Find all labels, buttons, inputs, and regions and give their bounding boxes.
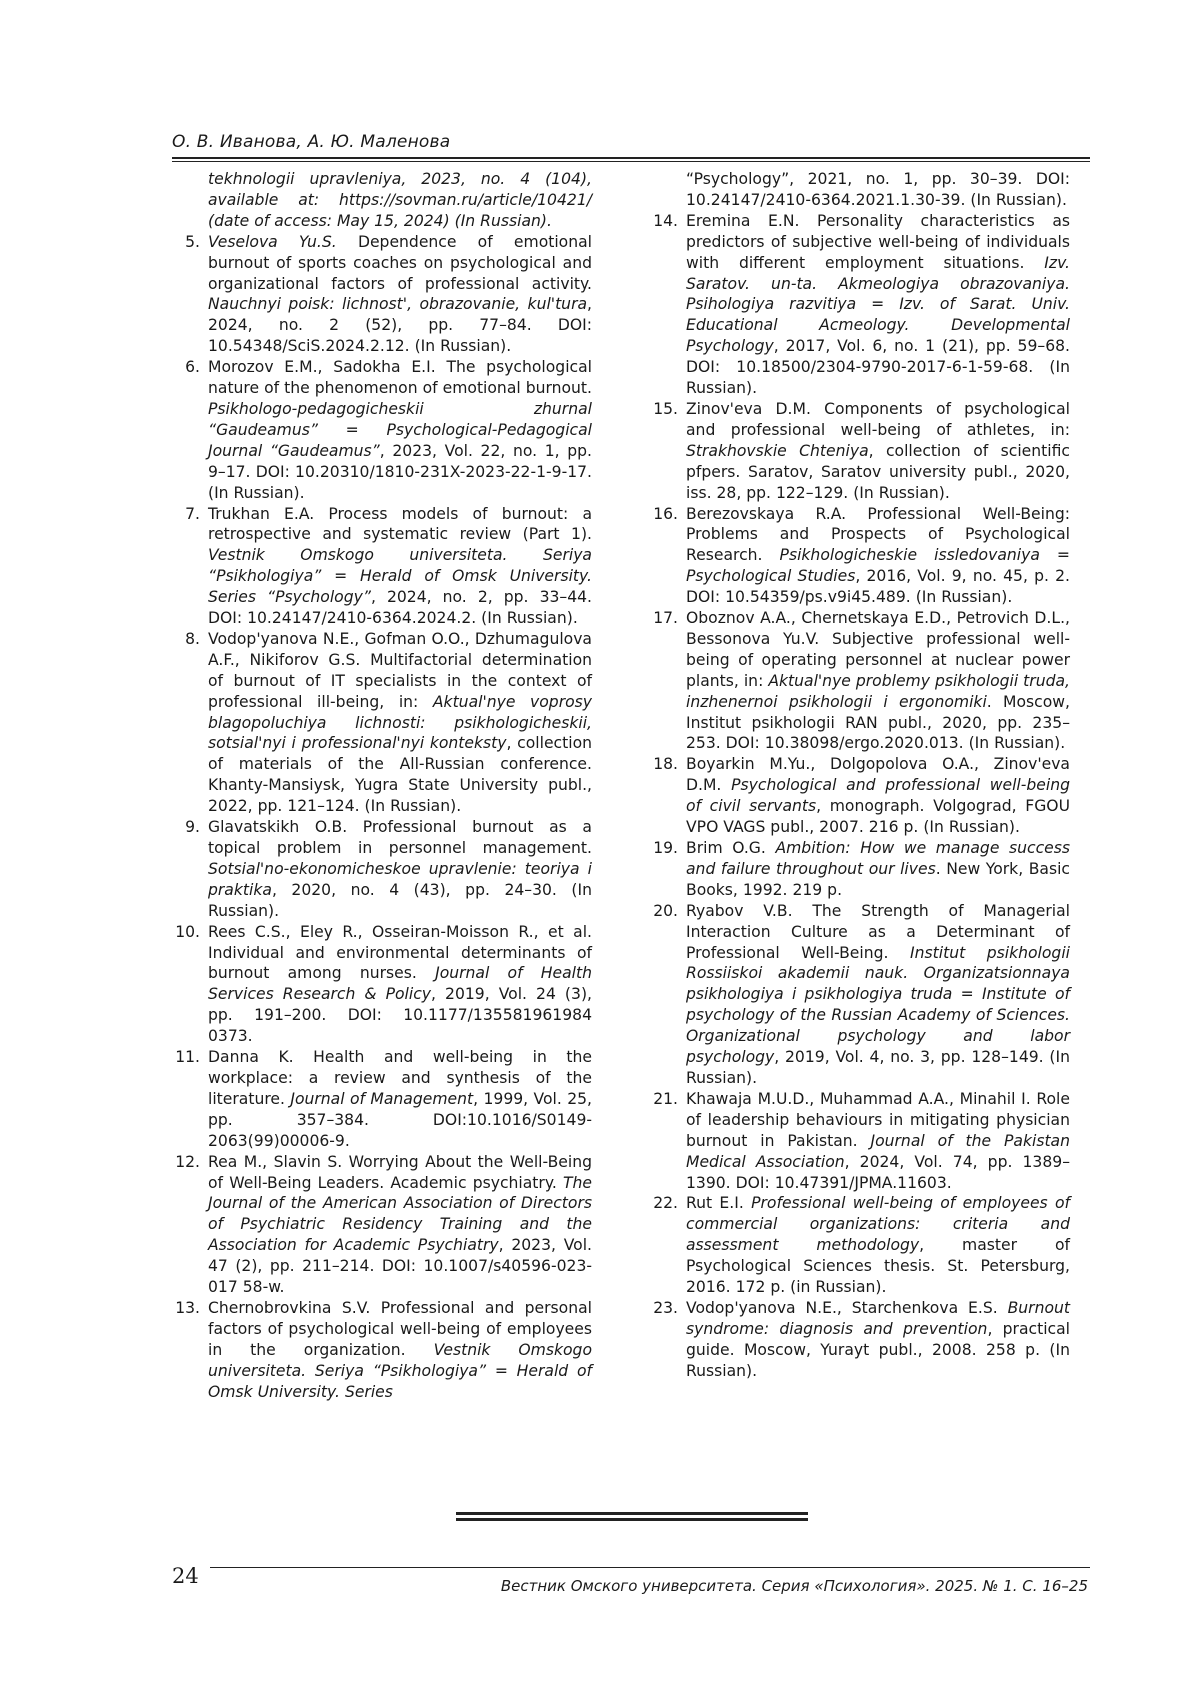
reference-item [650, 901, 1070, 1089]
reference-number: 20. [653, 901, 678, 920]
reference-source-title: Ambition: How we manage success and failure throughout our lives [686, 839, 1070, 878]
reference-number: 21. [653, 1089, 678, 1108]
reference-item [172, 1152, 592, 1298]
reference-source-title: Veselova Yu.S. [208, 232, 337, 251]
reference-source-title: Psikhologicheskie issledovaniya = Psychological Studies [686, 546, 1070, 586]
reference-number: 5. [185, 232, 200, 251]
reference-segment: Berezovskaya R.A. Professional Well-Being: Problems and Prospects of Psychological Research. [686, 504, 1070, 565]
reference-source-title: Vestnik Omskogo universiteta. Seriya “Psikhologiya” = Herald of Omsk University. Series “Psychology” [208, 546, 592, 607]
reference-segment: Morozov E.M., Sadokha E.I. The psychological nature of the phenomenon of emotional burnout. [208, 358, 592, 398]
reference-number: 8. [185, 629, 200, 648]
reference-item [172, 922, 592, 1047]
reference-item [172, 232, 592, 357]
reference-text [208, 1047, 592, 1152]
reference-segment: , collection of materials of the All-Russian conference. Khanty-Mansiysk, Yugra State University publ., 2022, pp. 121–124. (In Russian). [208, 734, 592, 816]
reference-number: 11. [175, 1048, 200, 1067]
reference-item [650, 399, 1070, 504]
reference-item [650, 838, 1070, 901]
reference-source-title: Institut psikhologii Rossiiskoi akademii nauk. Organizatsionnaya psikhologiya i psikhologiya truda = Institute of psychology of the Russian Academy of Sciences. Organizational psychology and labor psychology [686, 943, 1070, 1067]
reference-number: 16. [653, 504, 678, 523]
reference-number: 7. [185, 504, 200, 523]
reference-text [208, 817, 592, 922]
reference-segment: . Moscow, Institut psikhologii RAN publ., 2020, pp. 235–253. DOI: 10.38098/ergo.2020.013. (In Russian). [686, 692, 1070, 753]
reference-source-title: Professional well-being of employees of commercial organizations: criteria and assessment methodology [686, 1194, 1070, 1255]
reference-number: 12. [175, 1152, 200, 1171]
reference-segment: , master of Psychological Sciences thesis. St. Petersburg, 2016. 172 p. (in Russian). [686, 1236, 1070, 1297]
reference-item [650, 1298, 1070, 1382]
reference-number: 22. [653, 1194, 678, 1213]
reference-segment: Vodop'yanova N.E., Starchenkova E.S. [686, 1298, 1008, 1317]
reference-number: 10. [175, 922, 200, 941]
header-rule-thin [172, 161, 1090, 162]
running-header [172, 132, 1090, 152]
reference-item [650, 1193, 1070, 1298]
reference-segment: , 2020, no. 4 (43), pp. 24–30. (In Russian). [208, 880, 592, 920]
reference-source-title: The Journal of the American Association of Directors of Psychiatric Residency Training and the Association for Academic Psychiatry [208, 1173, 592, 1255]
reference-text [686, 838, 1070, 901]
reference-text [686, 211, 1070, 399]
reference-segment: Ryabov V.B. The Strength of Managerial Interaction Culture as a Determinant of Professional Well-Being. [686, 901, 1070, 962]
reference-segment: , 2024, no. 2, pp. 33–44. DOI: 10.24147/2410-6364.2024.2. (In Russian). [208, 588, 593, 628]
page-number: 24 [172, 1564, 199, 1588]
reference-item [650, 1089, 1070, 1194]
reference-number: 17. [653, 609, 678, 628]
reference-item [172, 1298, 592, 1403]
reference-item [172, 629, 592, 817]
reference-number: 19. [653, 839, 678, 857]
reference-segment: Danna K. Health and well-being in the workplace: a review and synthesis of the literature. [208, 1048, 592, 1108]
footer-rule [210, 1567, 1090, 1568]
reference-source-title: Psychological and professional well-being of civil servants [686, 776, 1070, 816]
reference-text [686, 754, 1070, 838]
header-authors: О. В. Иванова, А. Ю. Маленова [172, 132, 451, 152]
reference-segment: , monograph. Volgograd, FGOU VPO VAGS publ., 2007. 216 p. (In Russian). [686, 797, 1070, 837]
reference-item [650, 608, 1070, 754]
reference-column-right [650, 169, 1070, 1382]
reference-segment: Rut E.I. [686, 1194, 752, 1213]
reference-segment: . New York, Basic Books, 1992. 219 p. [686, 859, 1070, 899]
reference-number: 6. [185, 358, 200, 377]
reference-segment: Eremina E.N. Personality characteristics as predictors of subjective well-being of individuals with different employment situations. [686, 211, 1070, 272]
reference-segment: Rees C.S., Eley R., Osseiran-Moisson R., et al. Individual and environmental determinants of burnout among nurses. [208, 922, 592, 983]
reference-segment: Zinov'eva D.M. Components of psychological and professional well-being of athletes, in: [686, 399, 1070, 439]
reference-segment: Brim O.G. [686, 839, 776, 857]
reference-segment: Dependence of emotional burnout of sports coaches on psychological and organizational factors of professional activity. [208, 232, 592, 293]
reference-segment: , 2023, Vol. 22, no. 1, pp. 9–17. DOI: 10.20310/1810-231X-2023-22-1-9-17. (In Russian). [208, 441, 592, 502]
reference-item [650, 504, 1070, 609]
reference-source-title: Sotsial'no-ekonomicheskoe upravlenie: teoriya i praktika [208, 859, 592, 899]
reference-item [172, 357, 592, 503]
reference-source-title: Izv. Saratov. un-ta. Akmeologiya obrazovaniya. Psihologiya razvitiya = Izv. of Sarat. Univ. Educational Acmeology. Developmental Psychology [686, 253, 1070, 356]
reference-item [172, 1047, 592, 1152]
reference-number: 15. [653, 399, 678, 418]
reference-text [686, 399, 1070, 504]
reference-segment: Oboznov A.A., Chernetskaya E.D., Petrovich D.L., Bessonova Yu.V. Subjective professional well-being of operating personnel at nuclear power plants, in: [686, 609, 1070, 690]
reference-source-title: Journal of Management [290, 1089, 474, 1108]
reference-segment: , 1999, Vol. 25, pp. 357–384. DOI:10.1016/S0149-2063(99)00006-9. [208, 1089, 592, 1150]
reference-source-title: Aktual'nye voprosy blagopoluchiya lichnosti: psikhologicheskii, sotsial'nyi i professional'nyi konteksty [208, 692, 592, 753]
reference-source-title: Psikhologo-pedagogicheskii zhurnal “Gaudeamus” = Psychological-Pedagogical Journal “Gaudeamus” [208, 399, 592, 460]
reference-continuation: “Psychology”, 2021, no. 1, pp. 30–39. DOI: 10.24147/2410-6364.2021.1.30-39. (In Russian). [686, 170, 1070, 209]
header-rule [172, 157, 1090, 159]
reference-segment: , 2017, Vol. 6, no. 1 (21), pp. 59–68. DOI: 10.18500/2304-9790-2017-6-1-59-68. (In Russian). [686, 337, 1070, 398]
reference-text [686, 608, 1070, 754]
reference-segment: , 2019, Vol. 4, no. 3, pp. 128–149. (In Russian). [686, 1048, 1070, 1087]
reference-segment: Trukhan E.A. Process models of burnout: a retrospective and systematic review (Part 1). [208, 504, 592, 544]
reference-text [208, 232, 592, 357]
reference-segment: , 2023, Vol. 47 (2), pp. 211–214. DOI: 10.1007/s40596-023-017 58-w. [208, 1236, 592, 1297]
reference-text [686, 1193, 1070, 1298]
reference-continuation: tekhnologii upravleniya, 2023, no. 4 (104), available at: https://sovman.ru/article/10421/ (date of access: May 15, 2024) (In Russian). [208, 170, 592, 230]
reference-source-title: Journal of Health Services Research & Policy [208, 964, 592, 1004]
reference-item [172, 504, 592, 629]
reference-source-title: Vestnik Omskogo universiteta. Seriya “Psikhologiya” = Herald of Omsk University. Series [208, 1340, 592, 1401]
reference-segment: Vodop'yanova N.E., Gofman O.O., Dzhumagulova A.F., Nikiforov G.S. Multifactorial determination of burnout of IT specialists in the context of professional ill-being, in: [208, 629, 592, 711]
reference-segment: , practical guide. Moscow, Yurayt publ., 2008. 258 p. (In Russian). [686, 1319, 1071, 1380]
reference-segment: , 2024, no. 2 (52), pp. 77–84. DOI: 10.54348/SciS.2024.2.12. (In Russian). [208, 295, 592, 356]
reference-segment: Boyarkin M.Yu., Dolgopolova O.A., Zinov'eva D.M. [686, 755, 1070, 795]
reference-column-left [172, 169, 592, 1402]
reference-text [208, 357, 592, 503]
reference-number: 23. [653, 1298, 678, 1317]
reference-segment: Chernobrovkina S.V. Professional and personal factors of psychological well-being of employees in the organization. [208, 1298, 592, 1359]
reference-segment: , 2016, Vol. 9, no. 45, p. 2. DOI: 10.54359/ps.v9i45.489. (In Russian). [686, 567, 1070, 607]
reference-text [686, 1089, 1070, 1194]
reference-item [650, 211, 1070, 399]
reference-text [686, 901, 1070, 1089]
reference-item [650, 754, 1070, 838]
journal-citation: Вестник Омского университета. Серия «Психология». 2025. № 1. С. 16–25 [500, 1577, 1088, 1595]
reference-source-title: Strakhovskie Chteniya [686, 441, 869, 460]
reference-number: 14. [653, 211, 678, 230]
reference-source-title: Nauchnyi poisk: lichnost', obrazovanie, kul'tura [208, 295, 588, 314]
reference-segment: Khawaja M.U.D., Muhammad A.A., Minahil I. Role of leadership behaviours in mitigating physician burnout in Pakistan. [686, 1089, 1070, 1150]
reference-source-title: Aktual'nye problemy psikhologii truda, inzhenernoi psikhologii i ergonomiki [686, 671, 1071, 711]
reference-text [208, 629, 592, 817]
reference-segment: , 2024, Vol. 74, pp. 1389–1390. DOI: 10.47391/JPMA.11603. [686, 1152, 1070, 1192]
end-of-article-rule [456, 1518, 808, 1521]
reference-segment: , collection of scientific pfpers. Saratov, Saratov university publ., 2020, iss. 28, pp. 122–129. (In Russian). [686, 441, 1070, 502]
reference-text [208, 922, 592, 1047]
reference-number: 13. [175, 1298, 200, 1317]
reference-segment: , 2019, Vol. 24 (3), pp. 191–200. DOI: 10.1177/135581961984 0373. [208, 985, 592, 1046]
reference-text [208, 504, 592, 629]
reference-source-title: Journal of the Pakistan Medical Association [686, 1131, 1071, 1171]
reference-text [686, 1298, 1070, 1382]
end-of-article-rule [456, 1512, 808, 1515]
reference-text [686, 504, 1070, 609]
reference-number: 18. [653, 755, 678, 774]
reference-source-title: Burnout syndrome: diagnosis and prevention [686, 1298, 1070, 1338]
reference-segment: Glavatskikh O.B. Professional burnout as a topical problem in personnel management. [208, 818, 592, 857]
reference-number: 9. [185, 818, 200, 837]
reference-item [172, 817, 592, 922]
reference-segment: Rea M., Slavin S. Worrying About the Well-Being of Well-Being Leaders. Academic psychiatry. [208, 1152, 592, 1192]
reference-text [208, 1152, 592, 1298]
reference-text [208, 1298, 592, 1403]
